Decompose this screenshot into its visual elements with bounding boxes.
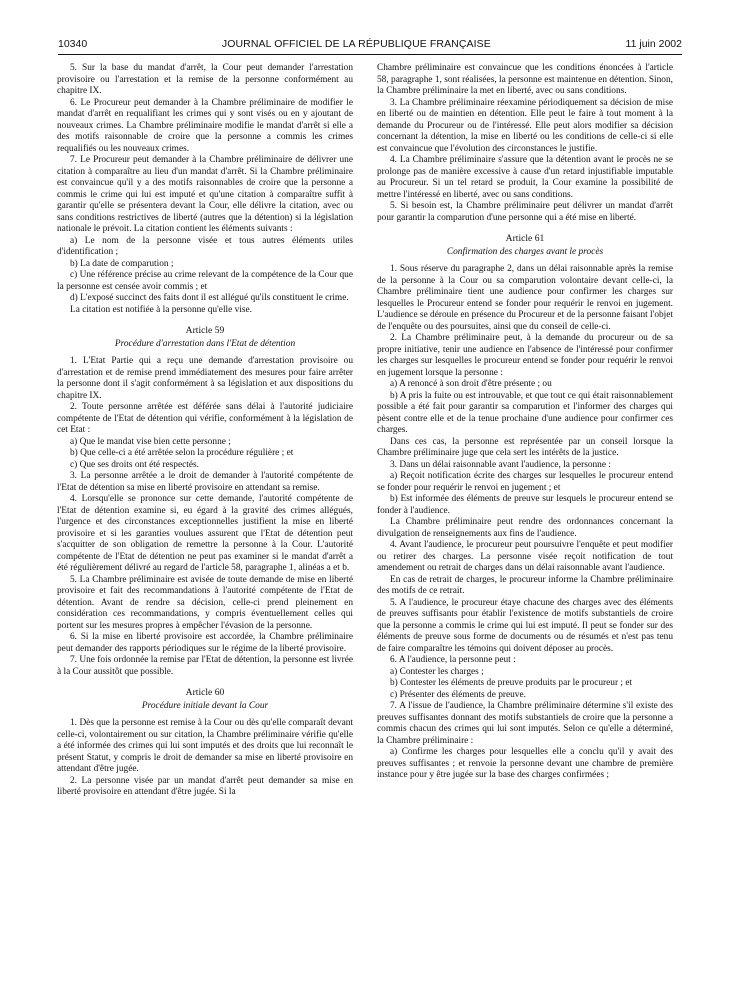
paragraph: b) A pris la fuite ou est introuvable, et que tout ce qui était raisonnablement possible a été fait pour garantir sa comparution et l'informer des charges qui pèsent contre elle et de la tenue prochaine d'une audience pour confirmer ces charges. (377, 390, 673, 435)
paragraph: a) A renoncé à son droit d'être présente ; ou (390, 379, 552, 389)
left-column (57, 63, 353, 968)
article-heading: Article 61 (505, 233, 545, 244)
paragraph: 5. Sur la base du mandat d'arrêt, la Cour peut demander l'arrestation provisoire ou l'arrestation et la remise de la personne conformément au chapitre IX. (57, 63, 353, 96)
paragraph: 4. La Chambre préliminaire s'assure que la détention avant le procès ne se prolonge pas de manière excessive à cause d'un retard injustifiable imputable au Procureur. Si un tel retard se produit, la Cour examine la possibilité de mettre l'intéressé en liberté, avec ou sans conditions. (377, 155, 673, 200)
paragraph: d) L'exposé succinct des faits dont il est allégué qu'ils constituent le crime. (70, 293, 349, 303)
paragraph: 6. Si la mise en liberté provisoire est accordée, la Chambre préliminaire peut demander des rapports périodiques sur le régime de la liberté provisoire. (57, 632, 353, 654)
paragraph: b) La date de comparution ; (70, 258, 174, 269)
journal-title: JOURNAL OFFICIEL DE LA RÉPUBLIQUE FRANÇAISE (221, 38, 491, 50)
page-number: 10340 (58, 38, 88, 50)
paragraph: 3. Dans un délai raisonnable avant l'audience, la personne : (390, 459, 611, 470)
paragraph: a) Confirme les charges pour lesquelles elle a conclu qu'il y avait des preuves suffisantes ; et renvoie la personne devant une chambre de première instance pour y être jugée sur la base des charges confirmées ; (377, 747, 673, 780)
paragraph: 1. Sous réserve du paragraphe 2, dans un délai raisonnable après la remise de la personne à la Cour ou sa comparution volontaire devant celle-ci, la Chambre préliminaire tient une audience pour confirmer les charges sur lesquelles le Procureur entend se fonder pour requérir le renvoi en jugement. L'audience se déroule en présence du Procureur et de la personne faisant l'objet de l'enquête ou des poursuites, ainsi que du conseil de celle-ci. (377, 264, 673, 332)
paragraph: c) Une référence précise au crime relevant de la compétence de la Cour que la personne est censée avoir commis ; et (57, 270, 353, 292)
paragraph: 5. La Chambre préliminaire est avisée de toute demande de mise en liberté provisoire et fait des recommandations à l'autorité compétente de l'Etat de détention. Avant de rendre sa décision, celle-ci prend pleinement en considération ces recommandations, y compris éventuellement celles qui portent sur les mesures propres à empêcher l'évasion de la personne. (57, 574, 353, 631)
paragraph: b) Est informée des éléments de preuve sur lesquels le procureur entend se fonder à l'audience. (377, 494, 673, 516)
paragraph: 6. A l'audience, la personne peut : (390, 655, 516, 665)
paragraph: 5. Si besoin est, la Chambre préliminaire peut délivrer un mandat d'arrêt pour garantir la comparution d'une personne qui a été mise en liberté. (377, 201, 673, 223)
paragraph: Dans ces cas, la personne est représentée par un conseil lorsque la Chambre préliminaire juge que cela sert les intérêts de la justice. (377, 436, 673, 458)
paragraph: b) Contester les éléments de preuve produits par le procureur ; et (390, 678, 633, 688)
paragraph: c) Que ses droits ont été respectés. (70, 459, 199, 470)
paragraph: c) Présenter des éléments de preuve. (390, 689, 526, 700)
paragraph: En cas de retrait de charges, le procureur informe la Chambre préliminaire des motifs de ce retrait. (377, 574, 673, 596)
paragraph: 6. Le Procureur peut demander à la Chambre préliminaire de modifier le mandat d'arrêt en requalifiant les crimes qui y sont visés ou en y ajoutant de nouveaux crimes. La Chambre préliminaire modifie le mandat d'arrêt si elle a des motifs raisonnable de croire que la personne a commis les crimes requalifiés ou les nouveaux crimes. (57, 97, 353, 154)
paragraph: 7. A l'issue de l'audience, la Chambre préliminaire détermine s'il existe des preuves suffisantes donnant des motifs substantiels de croire que la personne a commis chacun des crimes qui lui sont imputés. Selon ce qu'elle a déterminé, la Chambre préliminaire : (377, 701, 673, 746)
paragraph: 4. Avant l'audience, le procureur peut poursuivre l'enquête et peut modifier ou retirer des charges. La personne visée reçoit notification de tout amendement ou retrait de charges dans un délai raisonnable avant l'audience. (377, 540, 673, 573)
paragraph: 1. L'Etat Partie qui a reçu une demande d'arrestation provisoire ou d'arrestation et de remise prend immédiatement des mesures pour faire arrêter la personne dont il s'agit conformément à sa législation et aux dispositions du chapitre IX. (57, 356, 353, 401)
issue-date: 11 juin 2002 (625, 38, 682, 50)
paragraph: 1. Dès que la personne est remise à la Cour ou dès qu'elle comparaît devant celle-ci, volontairement ou sur citation, la Chambre préliminaire vérifie qu'elle a été informée des crimes qui lui sont imputés et des droits que lui reconnaît le présent Statut, y compris le droit de demander sa mise en liberté provisoire en attendant d'être jugée. (57, 718, 353, 774)
paragraph: 7. Une fois ordonnée la remise par l'Etat de détention, la personne est livrée à la Cour aussitôt que possible. (57, 655, 353, 677)
paragraph: La citation est notifiée à la personne qu'elle vise. (70, 304, 253, 315)
paragraph: Chambre préliminaire est convaincue que les conditions énoncées à l'article 58, paragraphe 1, sont réalisées, la personne est maintenue en détention. Sinon, la Chambre préliminaire la met en liberté, avec ou sans conditions. (377, 63, 673, 96)
paragraph: 3. La personne arrêtée a le droit de demander à l'autorité compétente de l'Etat de détention sa mise en liberté provisoire en attendant sa remise. (57, 471, 353, 493)
article-title: Procédure initiale devant la Cour (141, 700, 269, 711)
paragraph: a) Reçoit notification écrite des charges sur lesquelles le procureur entend se fonder pour requérir le renvoi en jugement ; et (377, 471, 673, 493)
paragraph: a) Contester les charges ; (390, 666, 484, 677)
paragraph: 2. La personne visée par un mandat d'arrêt peut demander sa mise en liberté provisoire en attendant d'être jugée. Si la (57, 775, 353, 797)
paragraph: a) Le nom de la personne visée et tous autres éléments utiles d'identification ; (57, 235, 353, 257)
article-title: Procédure d'arrestation dans l'Etat de détention (114, 338, 296, 349)
paragraph: 5. A l'audience, le procureur étaye chacune des charges avec des éléments de preuves suffisants pour établir l'existence de motifs substantiels de croire que la personne a commis le crime qui lui est imputé. Il peut se fonder sur des éléments de preuve sous forme de documents ou de résumés et n'est pas tenu de faire comparaître les témoins qui doivent déposer au procès. (377, 597, 673, 654)
paragraph: b) Que celle-ci a été arrêtée selon la procédure régulière ; et (70, 448, 294, 458)
article-title: Confirmation des charges avant le procès (446, 246, 604, 257)
article-heading: Article 59 (185, 325, 225, 336)
paragraph: 2. Toute personne arrêtée est déférée sans délai à l'autorité judiciaire compétente de l'Etat de détention qui vérifie, conformément à la législation de cet Etat : (57, 402, 353, 435)
paragraph: La Chambre préliminaire peut rendre des ordonnances concernant la divulgation de renseignements aux fins de l'audience. (377, 517, 673, 539)
paragraph: 7. Le Procureur peut demander à la Chambre préliminaire de délivrer une citation à comparaître au lieu d'un mandat d'arrêt. Si la Chambre préliminaire est convaincue qu'il y a des motifs raisonnables de croire que la personne a commis le crime qui lui est imputé et qu'une citation à comparaître suffit à garantir qu'elle se présentera devant la Cour, elle délivre la citation, avec ou sans conditions restrictives de liberté (autres que la détention) si la législation nationale le prévoit. La citation contient les éléments suivants : (57, 155, 353, 234)
paragraph: 4. Lorsqu'elle se prononce sur cette demande, l'autorité compétente de l'Etat de détention examine si, eu égard à la gravité des crimes allégués, l'urgence et des circonstances exceptionnelles justifient la mise en liberté provisoire et si les garanties voulues assurent que l'Etat de détention peut s'acquitter de son obligation de remettre la personne à la Cour. L'autorité compétente de l'Etat de détention ne peut pas examiner si le mandat d'arrêt a été régulièrement délivré au regard de l'article 58, paragraphe 1, alinéas a et b. (57, 494, 353, 573)
paragraph: 2. La Chambre préliminaire peut, à la demande du procureur ou de sa propre initiative, tenir une audience en l'absence de l'intéressé pour confirmer les charges sur lesquelles le procureur entend se fonder pour requérir le renvoi en jugement lorsque la personne : (377, 333, 673, 378)
paragraph: a) Que le mandat vise bien cette personne ; (70, 436, 231, 447)
article-heading: Article 60 (185, 687, 225, 698)
right-column (377, 63, 673, 968)
page-header (58, 38, 682, 55)
paragraph: 3. La Chambre préliminaire réexamine périodiquement sa décision de mise en liberté ou de maintien en détention. Elle peut le faire à tout moment à la demande du Procureur ou de l'intéressé. Elle peut alors modifier sa décision concernant la détention, la mise en liberté ou les conditions de celle-ci si elle est convaincue que l'évolution des circonstances le justifie. (377, 97, 673, 154)
